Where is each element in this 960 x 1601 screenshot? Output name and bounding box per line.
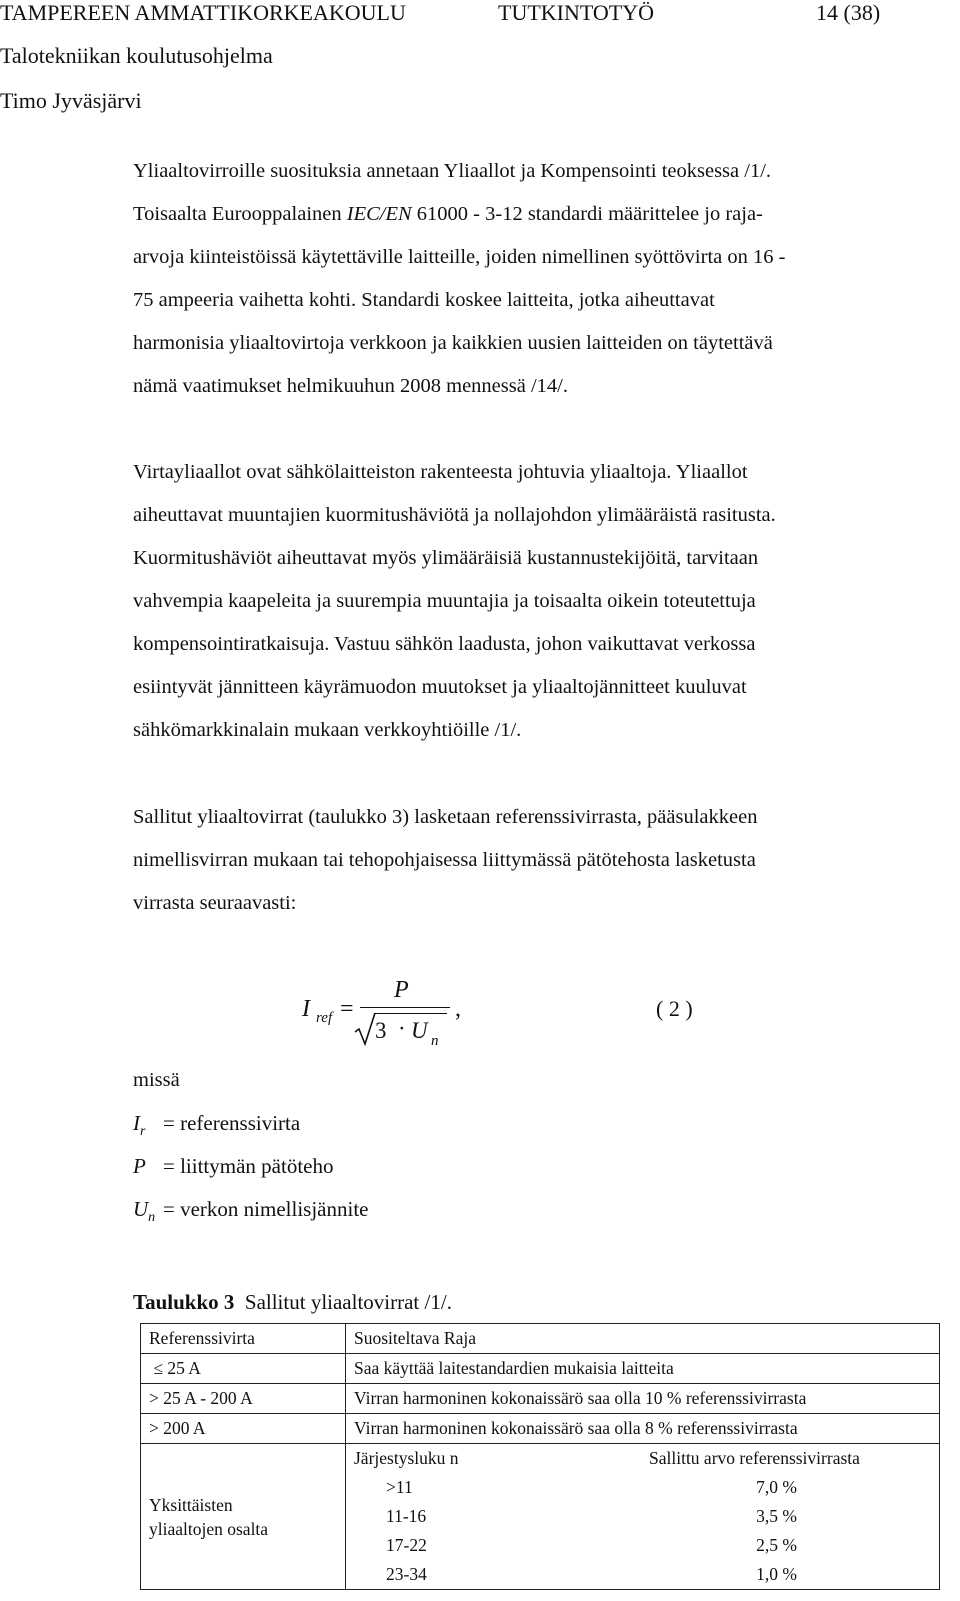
table-row <box>141 1384 940 1414</box>
text-line: nämä vaatimukset helmikuuhun 2008 mennessä /14/. <box>133 375 568 397</box>
subtable-header-row <box>346 1444 939 1473</box>
text-line: arvoja kiinteistöissä käytettäville laitteille, joiden nimellinen syöttövirta on 16 - <box>133 246 786 268</box>
subtable-cell: >11 <box>386 1477 413 1497</box>
individual-label-line1: Yksittäisten <box>149 1494 233 1515</box>
formula-comma: , <box>455 996 461 1022</box>
table-caption-label: Taulukko 3 <box>133 1290 235 1314</box>
subtable-cell: 11-16 <box>386 1506 427 1526</box>
formula-equals: = <box>340 996 354 1022</box>
text-line: sähkömarkkinalain mukaan verkkoyhtiöille /1/. <box>133 719 522 741</box>
subtable-cell: 23-34 <box>386 1564 427 1584</box>
header-program: Talotekniikan koulutusohjelma <box>0 43 273 68</box>
where-label: missä <box>133 1069 180 1091</box>
text-line <box>133 193 941 236</box>
subtable-header-cell: Järjestysluku n <box>354 1448 459 1468</box>
subtable-cell: 3,5 % <box>756 1506 797 1526</box>
definition-symbol: P <box>133 1154 146 1178</box>
subtable-cell: 17-22 <box>386 1535 427 1555</box>
paragraph-3 <box>133 796 941 925</box>
formula-denominator-number: 3 <box>375 1018 387 1043</box>
individual-harmonics-subtable <box>346 1444 939 1589</box>
definition-un <box>133 1197 368 1226</box>
standard-name: IEC/EN <box>346 203 412 225</box>
subtable-header-cell: Sallittu arvo referenssivirrasta <box>649 1448 860 1468</box>
definition-symbol: $I_r$ <box>133 1111 146 1140</box>
subtable-row <box>346 1473 939 1502</box>
subtable-cell: 1,0 % <box>756 1564 797 1584</box>
definition-text: = liittymän pätöteho <box>163 1154 334 1178</box>
formula-numerator: P <box>394 977 409 1003</box>
formula-lhs: I <box>302 996 310 1022</box>
table-header-cell: Suositeltava Raja <box>346 1324 940 1354</box>
text-line: vahvempia kaapeleita ja suurempia muuntajia ja toisaalta oikein toteutettuja <box>133 590 756 612</box>
text-span: Toisaalta Eurooppalainen <box>133 203 347 225</box>
table-header-cell: Referenssivirta <box>141 1324 346 1354</box>
subtable-row <box>346 1502 939 1531</box>
header-author: Timo Jyväsjärvi <box>0 88 142 113</box>
text-line: aiheuttavat muuntajien kuormitushäviötä ja nollajohdon ylimääräistä rasitusta. <box>133 504 776 526</box>
subtable-row <box>346 1531 939 1560</box>
text-line: Virtayliaallot ovat sähkölaitteiston rakenteesta johtuvia yliaaltoja. Yliaallot <box>133 461 748 483</box>
subtable-cell: 2,5 % <box>756 1535 797 1555</box>
table-header-row <box>141 1324 940 1354</box>
harmonic-limits-table <box>140 1323 940 1590</box>
subtable-cell: 7,0 % <box>756 1477 797 1497</box>
definition-p <box>133 1154 333 1183</box>
paragraph-2 <box>133 451 941 752</box>
header-page-number: 14 (38) <box>816 0 881 25</box>
table-cell: > 25 A - 200 A <box>141 1384 346 1414</box>
text-line: esiintyvät jännitteen käyrämuodon muutokset ja yliaaltojännitteet kuuluvat <box>133 676 747 698</box>
individual-label-line2: yliaaltojen osalta <box>149 1518 269 1539</box>
text-line: 75 ampeeria vaihetta kohti. Standardi koskee laitteita, jotka aiheuttavat <box>133 289 715 311</box>
table-cell <box>141 1444 346 1590</box>
text-span: 61000 - 3-12 standardi määrittelee jo raja- <box>411 203 763 225</box>
formula-lhs-subscript: ref <box>316 1010 333 1026</box>
header-school: TAMPEREEN AMMATTIKORKEAKOULU <box>0 0 406 25</box>
text-line: harmonisia yliaaltovirtoja verkkoon ja kaikkien uusien laitteiden on täytettävä <box>133 332 773 354</box>
table-caption <box>133 1290 452 1315</box>
paragraph-1 <box>133 150 941 408</box>
definition-text: = verkon nimellisjännite <box>163 1197 369 1221</box>
text-line: nimellisvirran mukaan tai tehopohjaisessa liittymässä pätötehosta lasketusta <box>133 849 756 871</box>
table-cell: Virran harmoninen kokonaissärö saa olla 8 % referenssivirrasta <box>346 1414 940 1444</box>
definition-iref <box>133 1111 300 1140</box>
text-line: virrasta seuraavasti: <box>133 892 297 914</box>
radical-bar <box>375 1013 447 1014</box>
subtable-row <box>346 1560 939 1589</box>
header-doc-type: TUTKINTOTYÖ <box>498 0 655 25</box>
text-line: kompensointiratkaisuja. Vastuu sähkön laadusta, johon vaikuttavat verkossa <box>133 633 756 655</box>
text-line: Kuormitushäviöt aiheuttavat myös ylimääräisiä kustannustekijöitä, tarvitaan <box>133 547 759 569</box>
table-caption-text: Sallitut yliaaltovirrat /1/. <box>244 1290 452 1314</box>
text-line: Sallitut yliaaltovirrat (taulukko 3) lasketaan referenssivirrasta, pääsulakkeen <box>133 806 758 828</box>
table-cell: ≤ 25 A <box>141 1354 346 1384</box>
table-cell: Virran harmoninen kokonaissärö saa olla 10 % referenssivirrasta <box>346 1384 940 1414</box>
formula-denominator-variable: U <box>411 1018 428 1043</box>
square-root-icon <box>354 1012 376 1046</box>
table-row <box>141 1354 940 1384</box>
definition-symbol: $U_n$ <box>133 1197 156 1226</box>
formula-denominator-subscript: n <box>431 1033 439 1049</box>
table-cell: Saa käyttää laitestandardien mukaisia laitteita <box>346 1354 940 1384</box>
formula-number: ( 2 ) <box>656 996 693 1021</box>
definition-text: = referenssivirta <box>163 1111 301 1135</box>
table-row <box>141 1414 940 1444</box>
table-cell <box>346 1444 940 1590</box>
text-line: Yliaaltovirroille suosituksia annetaan Yliaallot ja Kompensointi teoksessa /1/. <box>133 160 772 182</box>
table-row-individual-harmonics <box>141 1444 940 1590</box>
formula-multiply-dot: · <box>398 1016 406 1041</box>
table-cell: > 200 A <box>141 1414 346 1444</box>
fraction-bar <box>360 1007 450 1008</box>
